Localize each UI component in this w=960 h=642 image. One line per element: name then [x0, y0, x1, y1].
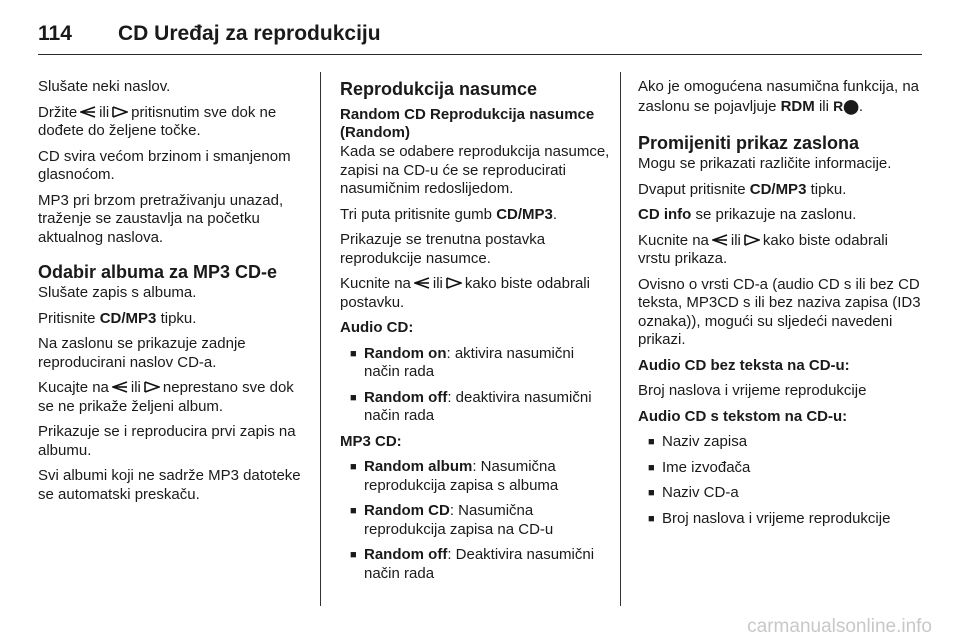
- label: Audio CD bez teksta na CD-u:: [638, 356, 850, 374]
- list-item: ■ Random off: deaktivira nasumični način rada: [350, 388, 592, 424]
- list-item: ■ Random off: Deaktivira nasumični način rada: [350, 546, 595, 582]
- bullet-icon: ■: [350, 505, 357, 517]
- bullet-icon: ■: [648, 512, 655, 525]
- label: MP3 CD:: [340, 432, 402, 450]
- paragraph: Slušate neki naslov.: [38, 78, 171, 95]
- list-item: ■ Broj naslova i vrijeme reprodukcije: [648, 509, 891, 527]
- label: Audio CD s tekstom na CD-u:: [638, 407, 848, 425]
- bullet-icon: ■: [350, 391, 357, 404]
- paragraph: Ovisno o vrsti CD-a (audio CD s ili bez CD teksta, MP3CD s ili bez naziva zapisa (ID3 oznaka)), mogući su sljedeći navedeni prikazi.: [638, 275, 921, 348]
- paragraph: Prikazuje se trenutna postavka reprodukcije nasumce.: [340, 231, 546, 267]
- seek-forward-icon: [112, 106, 128, 118]
- section-heading: Odabir albuma za MP3 CD-e: [38, 262, 278, 282]
- seek-back-icon: [712, 234, 728, 246]
- bullet-icon: ■: [648, 487, 655, 499]
- paragraph: Slušate zapis s albuma.: [38, 284, 197, 301]
- page-header: [38, 14, 922, 55]
- paragraph: CD info se prikazuje na zaslonu.: [638, 206, 857, 223]
- paragraph: Na zaslonu se prikazuje zadnje reproducirani naslov CD-a.: [38, 335, 246, 371]
- bullet-icon: ■: [350, 461, 357, 473]
- column-1: [38, 78, 308, 511]
- paragraph: Kucnite na ili kako biste odabrali postavku.: [340, 275, 590, 311]
- watermark: carmanualsonline.info: [747, 616, 932, 637]
- paragraph: Kucnite na ili kako biste odabrali vrstu prikaza.: [638, 231, 888, 267]
- list-item: ■ Naziv CD-a: [648, 484, 739, 501]
- seek-forward-icon: [744, 234, 760, 246]
- paragraph: Ako je omogućena nasumična funkcija, na zaslonu se pojavljuje RDM ili R⬤.: [638, 78, 920, 115]
- seek-back-icon: [112, 381, 128, 393]
- random-icon: R⬤: [833, 97, 859, 114]
- subsection-heading: Random CD Reprodukcija nasumce (Random): [340, 106, 595, 141]
- bullet-icon: ■: [350, 347, 357, 360]
- paragraph: Kucajte na ili neprestano sve dok se ne prikaže željeni album.: [38, 379, 294, 415]
- column-divider-1: [320, 72, 321, 606]
- paragraph: Pritisnite CD/MP3 tipku.: [38, 309, 197, 327]
- paragraph: Broj naslova i vrijeme reprodukcije: [638, 382, 867, 399]
- paragraph: MP3 pri brzom pretraživanju unazad, traženje se zaustavlja na početku aktualnog naslova.: [38, 191, 284, 246]
- label: Audio CD:: [340, 319, 414, 336]
- paragraph: Svi albumi koji ne sadrže MP3 datoteke se automatski preskaču.: [38, 467, 301, 503]
- paragraph: Dvaput pritisnite CD/MP3 tipku.: [638, 180, 847, 198]
- seek-back-icon: [414, 277, 430, 289]
- bullet-icon: ■: [648, 461, 655, 474]
- seek-back-icon: [80, 106, 96, 118]
- paragraph: Kada se odabere reprodukcija nasumce, zapisi na CD-u će se reproducirati nasumičnim redoslijedom.: [340, 143, 610, 197]
- section-heading: Reprodukcija nasumce: [340, 79, 538, 99]
- paragraph: Mogu se prikazati različite informacije.: [638, 155, 892, 172]
- column-3: [638, 78, 923, 535]
- paragraph: CD svira većom brzinom i smanjenom glasnoćom.: [38, 147, 291, 183]
- list-item: ■ Random CD: Nasumična reprodukcija zapisa na CD-u: [350, 502, 554, 538]
- list-item: ■ Ime izvođača: [648, 458, 751, 476]
- seek-forward-icon: [446, 277, 462, 289]
- page-number: 114: [38, 22, 72, 45]
- bullet-icon: ■: [350, 549, 357, 561]
- bullet-icon: ■: [648, 436, 655, 448]
- seek-forward-icon: [144, 381, 160, 393]
- list-item: ■ Random album: Nasumična reprodukcija zapisa s albuma: [350, 458, 559, 494]
- list-item: ■ Random on: aktivira nasumični način rada: [350, 344, 575, 380]
- paragraph: Tri puta pritisnite gumb CD/MP3.: [340, 205, 558, 223]
- list-item: ■ Naziv zapisa: [648, 433, 748, 450]
- paragraph: Držite ili pritisnutim sve dok ne dođete do željene točke.: [38, 103, 277, 139]
- column-2: [340, 78, 610, 590]
- column-divider-2: [620, 72, 621, 606]
- page-title: CD Uređaj za reprodukciju: [118, 22, 381, 45]
- paragraph: Prikazuje se i reproducira prvi zapis na albumu.: [38, 423, 296, 459]
- section-heading: Promijeniti prikaz zaslona: [638, 133, 860, 153]
